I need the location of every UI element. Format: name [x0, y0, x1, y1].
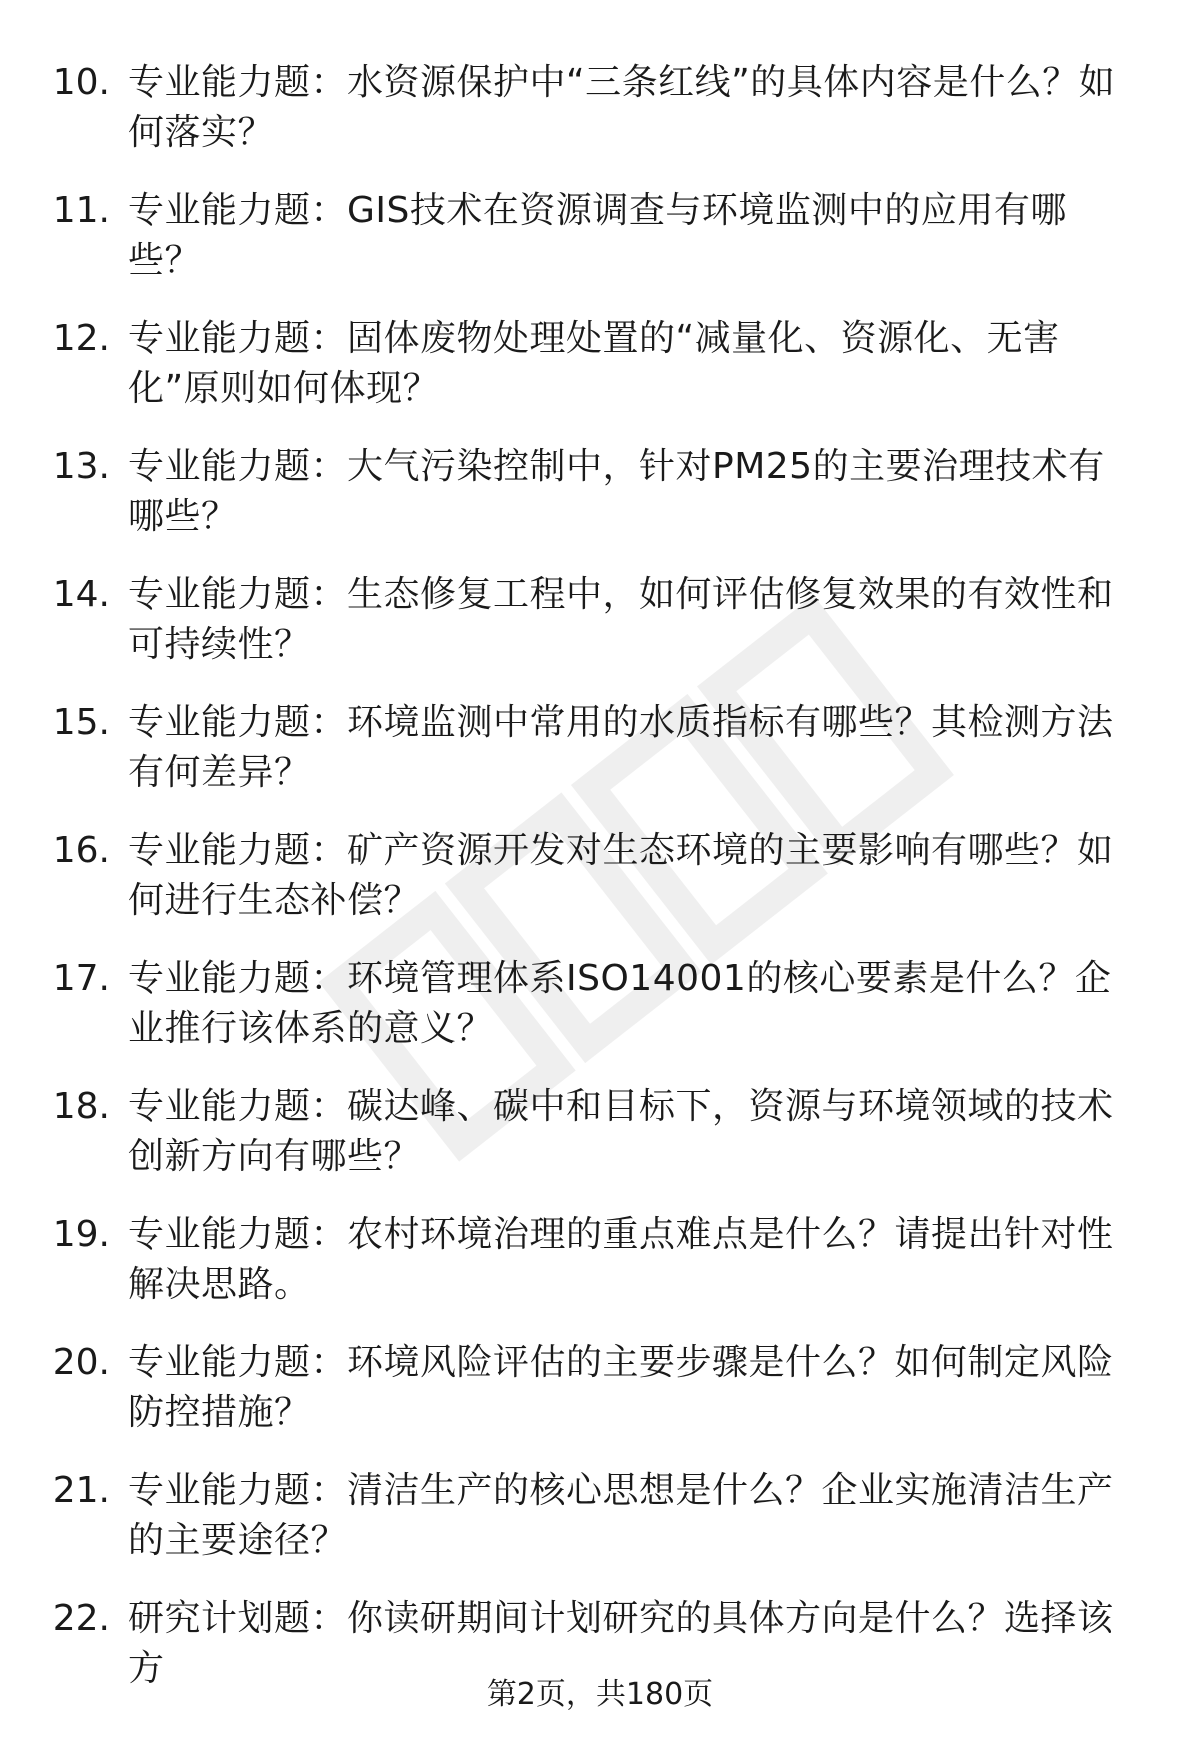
question-number: 19.: [52, 1214, 110, 1255]
question-item: [0, 58, 1200, 158]
question-item: [0, 826, 1200, 926]
question-text: 专业能力题：GIS技术在资源调查与环境监测中的应用有哪些？: [128, 190, 1067, 281]
page-number-footer: 第2页，共180页: [486, 1677, 714, 1712]
question-number: 14.: [52, 574, 110, 615]
question-list: [0, 58, 1200, 1722]
question-text: 专业能力题：环境管理体系ISO14001的核心要素是什么？企业推行该体系的意义？: [128, 958, 1112, 1049]
question-item: [0, 1466, 1200, 1566]
question-number: 18.: [52, 1086, 110, 1127]
question-item: [0, 186, 1200, 286]
question-number: 17.: [52, 958, 110, 999]
question-text: 专业能力题：碳达峰、碳中和目标下，资源与环境领域的技术创新方向有哪些？: [128, 1086, 1114, 1177]
question-item: [0, 442, 1200, 542]
question-text: 专业能力题：环境风险评估的主要步骤是什么？如何制定风险防控措施？: [128, 1342, 1114, 1433]
question-number: 15.: [52, 702, 110, 743]
question-number: 21.: [52, 1470, 110, 1511]
question-item: [0, 1210, 1200, 1310]
question-item: [0, 314, 1200, 414]
question-text: 专业能力题：大气污染控制中，针对PM25的主要治理技术有哪些？: [128, 446, 1105, 537]
question-number: 22.: [52, 1598, 110, 1639]
question-item: [0, 1082, 1200, 1182]
question-text: 专业能力题：固体废物处理处置的“减量化、资源化、无害化”原则如何体现？: [128, 318, 1060, 409]
question-text: 专业能力题：农村环境治理的重点难点是什么？请提出针对性解决思路。: [128, 1214, 1114, 1305]
question-item: [0, 954, 1200, 1054]
question-number: 11.: [52, 190, 110, 231]
question-item: [0, 1338, 1200, 1438]
question-number: 13.: [52, 446, 110, 487]
question-text: 专业能力题：水资源保护中“三条红线”的具体内容是什么？如何落实？: [128, 62, 1116, 153]
question-text: 专业能力题：环境监测中常用的水质指标有哪些？其检测方法有何差异？: [128, 702, 1114, 793]
question-item: [0, 698, 1200, 798]
question-text: 专业能力题：生态修复工程中，如何评估修复效果的有效性和可持续性？: [128, 574, 1114, 665]
question-number: 20.: [52, 1342, 110, 1383]
question-number: 10.: [52, 62, 110, 103]
question-number: 12.: [52, 318, 110, 359]
question-text: 专业能力题：矿产资源开发对生态环境的主要影响有哪些？如何进行生态补偿？: [128, 830, 1114, 921]
question-item: [0, 570, 1200, 670]
question-text: 专业能力题：清洁生产的核心思想是什么？企业实施清洁生产的主要途径？: [128, 1470, 1114, 1561]
question-text: 研究计划题：你读研期间计划研究的具体方向是什么？选择该方: [128, 1598, 1114, 1689]
question-number: 16.: [52, 830, 110, 871]
